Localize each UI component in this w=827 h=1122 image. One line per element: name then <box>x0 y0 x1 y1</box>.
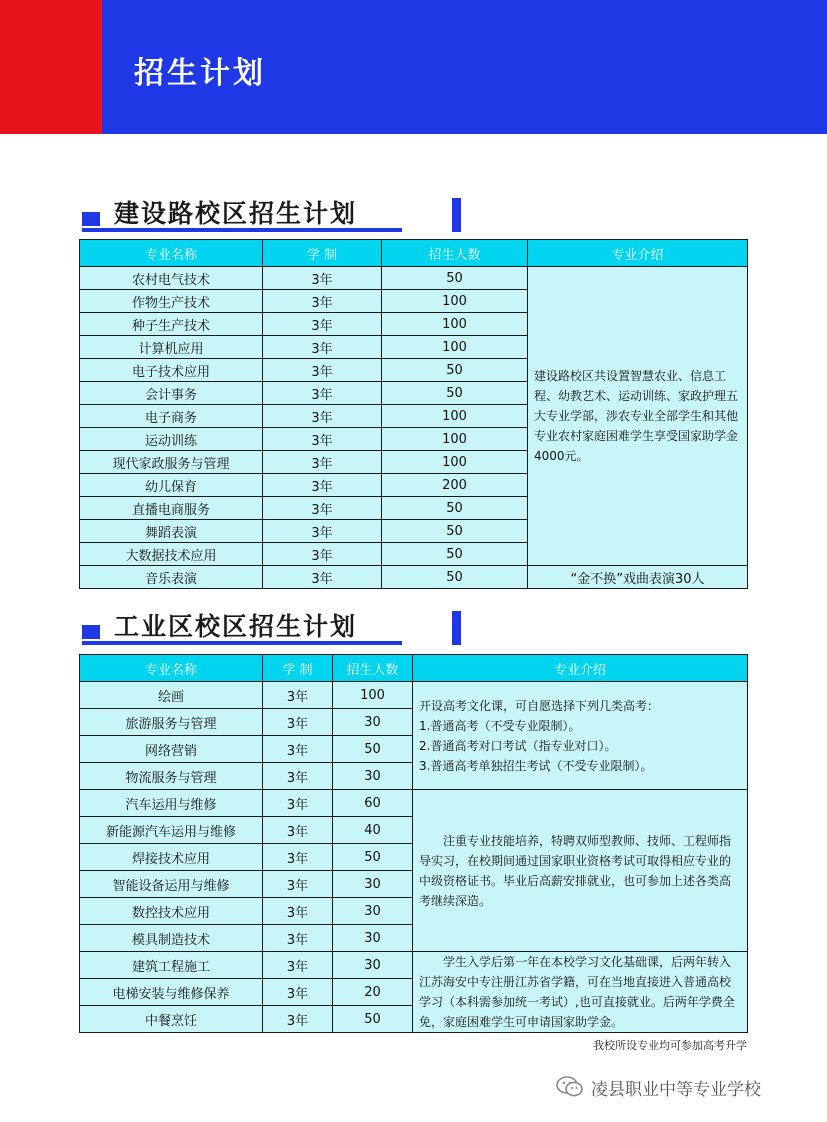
major-years: 3年 <box>263 790 333 817</box>
section2-title: 工业区校区招生计划 <box>114 612 358 641</box>
major-count: 100 <box>382 451 528 474</box>
col-header: 专业名称 <box>80 655 263 682</box>
desc-text: 学生入学后第一年在本校学习文化基础课，后两年转入江苏海安中专注册江苏省学籍，可在当地直接进入普通高校学习（本科需参加统一考试）,也可直接就业。后两年学费全免，家庭困难学生可申请国家助学金。 <box>419 955 735 1029</box>
major-years: 3年 <box>263 566 382 589</box>
table-row <box>80 952 748 979</box>
major-years: 3年 <box>263 497 382 520</box>
major-count: 60 <box>333 790 413 817</box>
major-years: 3年 <box>263 925 333 952</box>
major-count: 30 <box>333 952 413 979</box>
major-years: 3年 <box>263 451 382 474</box>
section1-title: 建设路校区招生计划 <box>114 199 358 228</box>
major-name: 数控技术应用 <box>80 898 263 925</box>
major-years: 3年 <box>263 382 382 405</box>
heading-bar <box>452 198 461 232</box>
major-count: 30 <box>333 709 413 736</box>
table-header-row <box>80 655 748 682</box>
col-header: 专业名称 <box>80 240 263 267</box>
col-header: 学 制 <box>263 655 333 682</box>
major-years: 3年 <box>263 898 333 925</box>
section1-heading <box>82 190 402 232</box>
col-header: 学 制 <box>263 240 382 267</box>
major-name: 运动训练 <box>80 428 263 451</box>
page-title: 招生计划 <box>134 56 266 91</box>
major-count: 30 <box>333 925 413 952</box>
desc-intro: 开设高考文化课，可自愿选择下列几类高考： <box>419 698 660 713</box>
major-years: 3年 <box>263 405 382 428</box>
major-name: 智能设备运用与维修 <box>80 871 263 898</box>
major-count: 40 <box>333 817 413 844</box>
major-years: 3年 <box>263 1006 333 1033</box>
section1-table <box>79 239 748 589</box>
col-header: 招生人数 <box>333 655 413 682</box>
major-name: 种子生产技术 <box>80 313 263 336</box>
watermark-text: 凌县职业中等专业学校 <box>591 1079 761 1100</box>
major-description <box>413 682 748 790</box>
footnote: 我校所设专业均可参加高考升学 <box>593 1039 747 1052</box>
major-name: 电子商务 <box>80 405 263 428</box>
major-years: 3年 <box>263 952 333 979</box>
major-name: 农村电气技术 <box>80 267 263 290</box>
major-count: 30 <box>333 898 413 925</box>
heading-square-icon <box>82 625 100 639</box>
table-row <box>80 790 748 817</box>
major-years: 3年 <box>263 520 382 543</box>
major-name: 建筑工程施工 <box>80 952 263 979</box>
desc-text: 注重专业技能培养，特聘双师型教师、技师、工程师指导实习，在校期间通过国家职业资格考试可取得相应专业的中级资格证书。毕业后高薪安排就业，也可参加上述各类高考继续深造。 <box>419 833 732 908</box>
major-description <box>413 952 748 1033</box>
major-name: 新能源汽车运用与维修 <box>80 817 263 844</box>
col-header: 招生人数 <box>382 240 528 267</box>
major-years: 3年 <box>263 543 382 566</box>
major-description: 建设路校区共设置智慧农业、信息工程、幼教艺术、运动训练、家政护理五大专业学部，涉农专业全部学生和其他专业农村家庭困难学生享受国家助学金4000元。 <box>528 267 748 566</box>
major-count: 100 <box>382 405 528 428</box>
major-years: 3年 <box>263 682 333 709</box>
major-name: 会计事务 <box>80 382 263 405</box>
major-name: 作物生产技术 <box>80 290 263 313</box>
major-name: 直播电商服务 <box>80 497 263 520</box>
major-years: 3年 <box>263 817 333 844</box>
major-name: 绘画 <box>80 682 263 709</box>
major-name: 中餐烹饪 <box>80 1006 263 1033</box>
major-years: 3年 <box>263 979 333 1006</box>
major-years: 3年 <box>263 267 382 290</box>
table-row <box>80 267 748 290</box>
major-count: 50 <box>382 520 528 543</box>
major-count: 50 <box>333 844 413 871</box>
major-count: 30 <box>333 763 413 790</box>
major-name: 电梯安装与维修保养 <box>80 979 263 1006</box>
major-count: 50 <box>382 543 528 566</box>
major-name: 现代家政服务与管理 <box>80 451 263 474</box>
section2-table <box>79 654 748 1033</box>
heading-square-icon <box>82 212 100 226</box>
major-count: 100 <box>382 290 528 313</box>
major-years: 3年 <box>263 313 382 336</box>
major-name: 物流服务与管理 <box>80 763 263 790</box>
major-name: 焊接技术应用 <box>80 844 263 871</box>
major-years: 3年 <box>263 474 382 497</box>
major-count: 100 <box>333 682 413 709</box>
major-name: 舞蹈表演 <box>80 520 263 543</box>
major-years: 3年 <box>263 871 333 898</box>
major-years: 3年 <box>263 844 333 871</box>
major-description: “金不换”戏曲表演30人 <box>528 566 748 589</box>
heading-underline <box>82 228 402 232</box>
major-years: 3年 <box>263 428 382 451</box>
major-name: 电子技术应用 <box>80 359 263 382</box>
major-count: 200 <box>382 474 528 497</box>
major-years: 3年 <box>263 736 333 763</box>
major-years: 3年 <box>263 763 333 790</box>
major-count: 50 <box>333 736 413 763</box>
major-count: 100 <box>382 428 528 451</box>
major-count: 50 <box>382 359 528 382</box>
major-years: 3年 <box>263 336 382 359</box>
heading-underline <box>82 641 402 645</box>
col-header: 专业介绍 <box>413 655 748 682</box>
desc-item: 3.普通高考单独招生考试（不受专业限制）。 <box>419 758 653 773</box>
table-row <box>80 682 748 709</box>
major-name: 旅游服务与管理 <box>80 709 263 736</box>
desc-item: 2.普通高考对口考试（指专业对口）。 <box>419 738 617 753</box>
major-count: 30 <box>333 871 413 898</box>
table-header-row <box>80 240 748 267</box>
watermark <box>555 1072 761 1102</box>
major-name: 网络营销 <box>80 736 263 763</box>
major-name: 音乐表演 <box>80 566 263 589</box>
major-count: 50 <box>382 267 528 290</box>
major-name: 大数据技术应用 <box>80 543 263 566</box>
table-row <box>80 566 748 589</box>
section2-heading <box>82 603 402 645</box>
major-count: 100 <box>382 313 528 336</box>
major-count: 20 <box>333 979 413 1006</box>
major-name: 幼儿保育 <box>80 474 263 497</box>
banner-red-block <box>0 0 102 134</box>
major-name: 汽车运用与维修 <box>80 790 263 817</box>
major-name: 模具制造技术 <box>80 925 263 952</box>
major-count: 50 <box>382 566 528 589</box>
col-header: 专业介绍 <box>528 240 748 267</box>
major-count: 100 <box>382 336 528 359</box>
major-years: 3年 <box>263 290 382 313</box>
major-count: 50 <box>382 497 528 520</box>
major-years: 3年 <box>263 709 333 736</box>
major-count: 50 <box>333 1006 413 1033</box>
major-name: 计算机应用 <box>80 336 263 359</box>
desc-item: 1.普通高考（不受专业限制）。 <box>419 718 581 733</box>
major-count: 50 <box>382 382 528 405</box>
major-years: 3年 <box>263 359 382 382</box>
wechat-icon <box>555 1074 585 1100</box>
heading-bar <box>452 611 461 645</box>
major-description <box>413 790 748 952</box>
